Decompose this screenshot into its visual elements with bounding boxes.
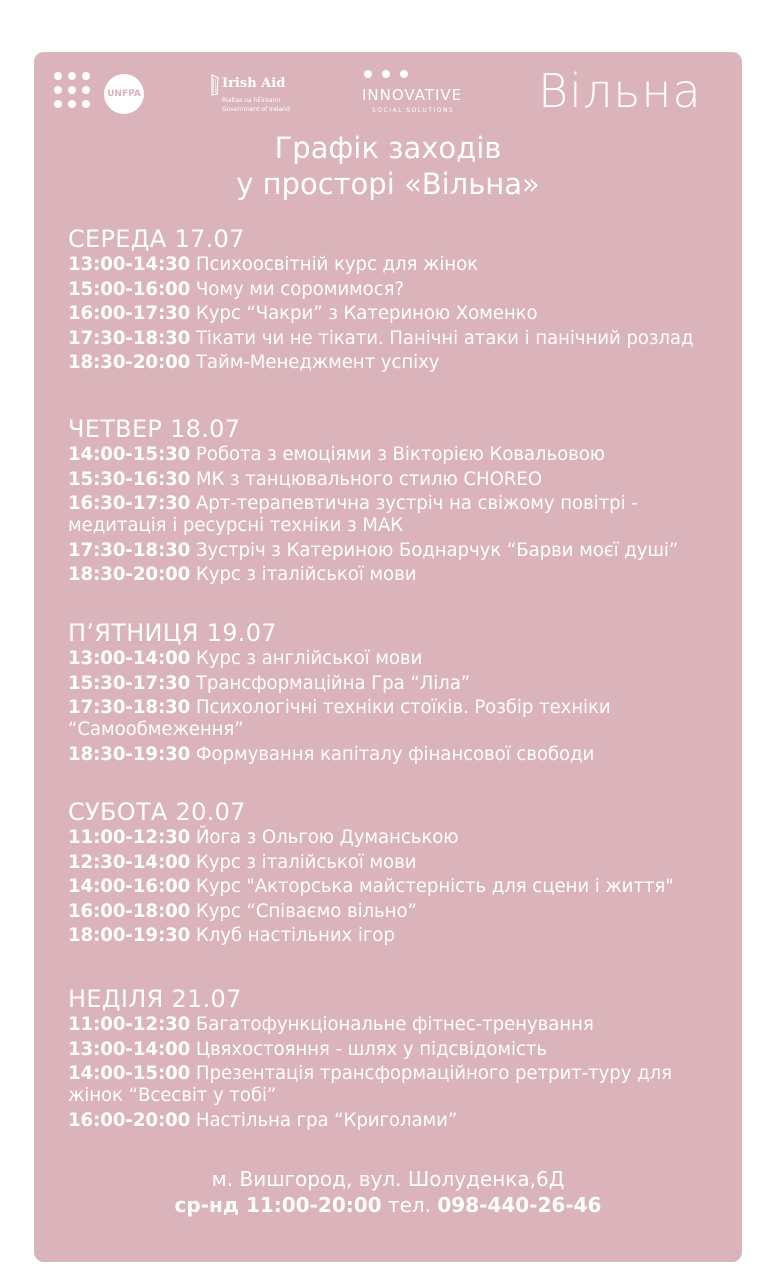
event-time: 13:00-14:00 bbox=[68, 1038, 191, 1060]
event-title: Клуб настільних ігор bbox=[195, 925, 395, 946]
event-item bbox=[68, 328, 728, 350]
event-item bbox=[68, 901, 728, 923]
event-time: 11:00-12:30 bbox=[68, 1014, 191, 1035]
event-time: 16:30-17:30 bbox=[68, 493, 191, 514]
event-item bbox=[68, 352, 728, 374]
event-title: Тайм-Менеджмент успіху bbox=[195, 352, 440, 373]
innovative-logo bbox=[362, 70, 482, 120]
event-time: 14:00-16:00 bbox=[68, 876, 191, 897]
event-title: Трансформаційна Гра “Ліла” bbox=[195, 672, 471, 694]
event-title: Курс “Чакри” з Катериною Хоменко bbox=[195, 303, 538, 324]
event-item bbox=[68, 564, 728, 586]
event-item bbox=[68, 469, 728, 491]
page-title-line1: Графік заходів bbox=[274, 131, 502, 165]
event-item bbox=[68, 254, 728, 276]
event-time: 16:00-17:30 bbox=[68, 303, 191, 324]
event-item bbox=[68, 1014, 728, 1036]
event-title: Робота з емоціями з Вікторією Ковальовою bbox=[195, 444, 605, 465]
footer-phone: 098-440-26-46 bbox=[437, 1193, 602, 1217]
event-item bbox=[68, 648, 728, 670]
event-title: Арт-терапевтична зустріч на свіжому повітрі - медитація і ресурсні техніки з МАК bbox=[68, 493, 638, 536]
event-time: 13:00-14:00 bbox=[68, 648, 191, 669]
harp-icon bbox=[210, 74, 220, 96]
event-time: 12:30-14:00 bbox=[68, 851, 191, 873]
event-item bbox=[68, 827, 728, 849]
event-title: Курс "Акторська майстерність для сцени і життя" bbox=[195, 876, 674, 897]
event-title: Йога з Ольгою Думанською bbox=[195, 827, 459, 848]
event-title: Психоосвітній курс для жінок bbox=[195, 254, 478, 275]
event-time: 16:00-18:00 bbox=[68, 900, 191, 922]
page-title-line2: у просторі «Вільна» bbox=[236, 167, 540, 201]
event-time: 18:00-19:30 bbox=[68, 925, 191, 946]
event-title: Презентація трансформаційного ретрит-туру для жінок “Всесвіт у тобі” bbox=[68, 1063, 672, 1106]
event-time: 13:00-14:30 bbox=[68, 254, 191, 275]
event-item bbox=[68, 673, 728, 695]
schedule-card bbox=[34, 52, 742, 1262]
footer-contacts bbox=[34, 1193, 742, 1217]
event-time: 11:00-12:30 bbox=[68, 827, 191, 848]
event-title: Курс з італійської мови bbox=[195, 564, 417, 585]
event-time: 15:00-16:00 bbox=[68, 278, 191, 300]
day-heading: СУБОТА 20.07 bbox=[68, 798, 246, 826]
event-title: МК з танцювального стилю CHOREO bbox=[195, 468, 542, 490]
day-section-thursday bbox=[68, 414, 728, 589]
day-heading: ЧЕТВЕР 18.07 bbox=[68, 415, 241, 443]
event-title: Курс з італійської мови bbox=[195, 851, 417, 873]
innovative-dot-icon bbox=[382, 70, 390, 78]
event-title: Настільна гра “Криголами” bbox=[195, 1109, 458, 1131]
unfpa-dots-icon bbox=[54, 72, 100, 116]
event-item bbox=[68, 1039, 728, 1061]
event-time: 18:30-20:00 bbox=[68, 352, 191, 373]
event-item bbox=[68, 279, 728, 301]
event-time: 15:30-17:30 bbox=[68, 672, 191, 694]
innovative-sub: SOCIAL SOLUTIONS bbox=[372, 107, 455, 114]
irish-aid-sub2: Government of Ireland bbox=[222, 106, 290, 113]
event-item bbox=[68, 697, 728, 741]
footer-address: м. Вишгород, вул. Шолуденка,6Д bbox=[211, 1167, 565, 1191]
event-time: 17:30-18:30 bbox=[68, 697, 191, 718]
event-time: 16:00-20:00 bbox=[68, 1109, 191, 1131]
event-time: 15:30-16:30 bbox=[68, 468, 191, 490]
irish-aid-sub1: Rialtas na hÉireann bbox=[222, 97, 281, 104]
innovative-dot-icon bbox=[364, 70, 372, 78]
logo-bar bbox=[34, 52, 742, 132]
event-item bbox=[68, 1110, 728, 1132]
event-time: 14:00-15:30 bbox=[68, 444, 191, 465]
irish-aid-name: Irish Aid bbox=[222, 76, 286, 91]
event-time: 14:00-15:00 bbox=[68, 1063, 191, 1084]
day-section-sunday bbox=[68, 984, 728, 1134]
event-item bbox=[68, 540, 728, 562]
footer-hours: ср-нд 11:00-20:00 bbox=[174, 1193, 382, 1217]
event-title: Багатофункціональне фітнес-тренування bbox=[195, 1014, 594, 1035]
event-title: Курс “Співаємо вільно” bbox=[195, 900, 417, 922]
event-item bbox=[68, 744, 728, 766]
event-item bbox=[68, 925, 728, 947]
day-section-friday bbox=[68, 618, 728, 768]
event-title: Формування капіталу фінансової свободи bbox=[195, 743, 595, 765]
event-time: 17:30-18:30 bbox=[68, 539, 191, 561]
footer-phone-label: тел. bbox=[387, 1193, 432, 1217]
event-title: Курс з англійської мови bbox=[195, 648, 423, 669]
event-time: 18:30-19:30 bbox=[68, 743, 191, 765]
event-item bbox=[68, 852, 728, 874]
event-item bbox=[68, 444, 728, 466]
unfpa-emblem: UNFPA bbox=[104, 74, 144, 114]
irish-aid-logo bbox=[210, 72, 320, 120]
event-time: 17:30-18:30 bbox=[68, 327, 191, 349]
day-heading: П’ЯТНИЦЯ 19.07 bbox=[68, 619, 277, 647]
event-title: Тікати чи не тікати. Панічні атаки і панічний розлад bbox=[195, 327, 694, 349]
event-item bbox=[68, 493, 728, 537]
event-time: 18:30-20:00 bbox=[68, 564, 191, 585]
event-title: Зустріч з Катериною Боднарчук “Барви моєї душі” bbox=[195, 539, 679, 561]
event-title: Психологічні техніки стоїків. Розбір техніки “Самообмеження” bbox=[68, 697, 611, 740]
day-heading: НЕДІЛЯ 21.07 bbox=[68, 985, 242, 1013]
day-section-saturday bbox=[68, 797, 728, 950]
event-title: Чому ми соромимося? bbox=[195, 278, 404, 300]
event-item bbox=[68, 876, 728, 898]
event-title: Цвяхостояння - шлях у підсвідомість bbox=[195, 1038, 547, 1060]
day-heading: СЕРЕДА 17.07 bbox=[68, 225, 245, 253]
event-item bbox=[68, 1063, 728, 1107]
day-section-wednesday bbox=[68, 224, 728, 377]
event-item bbox=[68, 303, 728, 325]
unfpa-logo bbox=[54, 72, 166, 116]
innovative-name: INNOVATIVE bbox=[362, 86, 463, 104]
innovative-dot-icon bbox=[400, 70, 408, 78]
vilna-logo: Вільна bbox=[538, 64, 702, 118]
